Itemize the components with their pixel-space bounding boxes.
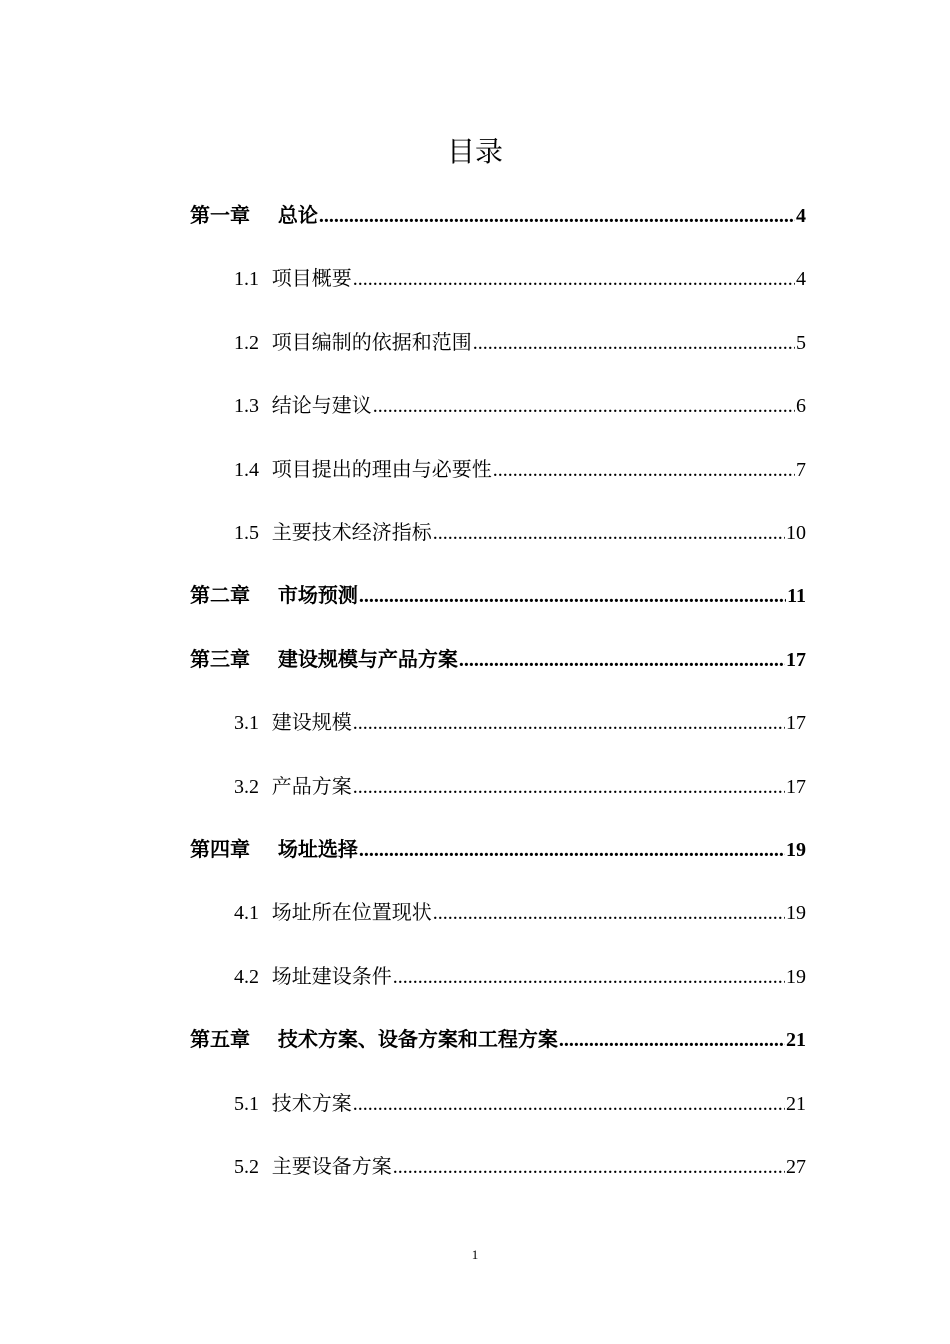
toc-entry-page: 4: [796, 205, 806, 227]
page-title: 目录: [446, 135, 503, 168]
toc-entry[interactable]: [234, 705, 806, 739]
toc-entry-number: 5.1: [234, 1092, 259, 1115]
toc-entry-label: 场址建设条件: [271, 963, 392, 988]
page-number: 1: [471, 1247, 479, 1262]
toc-leader-dots: [559, 1023, 785, 1057]
toc-entry-number: 4.1: [234, 902, 259, 925]
toc-entry-label: 项目编制的依据和范围: [271, 329, 472, 354]
toc-entry[interactable]: [234, 452, 806, 486]
toc-entry-label: 产品方案: [271, 773, 352, 798]
toc-entry[interactable]: [234, 388, 806, 422]
toc-entry-page: 21: [786, 1029, 806, 1052]
toc-leader-dots: [459, 643, 785, 677]
toc-entry-page: 4: [796, 268, 806, 291]
toc-entry-page: 21: [786, 1092, 806, 1115]
toc-entry-number: 1.1: [234, 268, 259, 291]
toc-entry[interactable]: [190, 578, 806, 612]
toc-entry-number: 第一章: [190, 205, 250, 227]
toc-entry[interactable]: [234, 1086, 806, 1120]
toc-entry-page: 27: [786, 1156, 806, 1178]
toc-leader-dots: [493, 453, 795, 487]
toc-leader-dots: [319, 199, 795, 233]
toc-entry-number: 第四章: [190, 839, 250, 861]
toc-entry-number: 1.3: [234, 395, 259, 418]
toc-entry-number: 1.4: [234, 458, 259, 481]
toc-entry-label: 市场预测: [277, 583, 358, 608]
toc-leader-dots: [353, 1087, 785, 1121]
toc-leader-dots: [373, 389, 795, 423]
toc-entry-page: 17: [786, 775, 806, 798]
toc-entry[interactable]: [234, 515, 806, 549]
toc-leader-dots: [353, 770, 785, 804]
toc-leader-dots: [393, 1150, 785, 1184]
toc-entry[interactable]: [234, 769, 806, 803]
toc-entry-page: 6: [796, 395, 806, 418]
toc-leader-dots: [433, 896, 785, 930]
toc-entry-page: 19: [786, 902, 806, 925]
toc-entry-number: 1.5: [234, 522, 259, 544]
toc-entry-page: 7: [796, 458, 806, 481]
toc-entry[interactable]: [234, 261, 806, 295]
toc-entry-number: 第三章: [190, 648, 250, 671]
toc-leader-dots: [359, 579, 786, 613]
toc-entry[interactable]: [234, 1149, 806, 1183]
toc-entry-number: 4.2: [234, 965, 259, 988]
toc-entry-label: 建设规模: [271, 710, 352, 735]
toc-entry-number: 3.1: [234, 712, 259, 735]
toc-entry-number: 3.2: [234, 775, 259, 798]
toc-entry-label: 结论与建议: [271, 393, 372, 418]
toc-entry-page: 17: [786, 648, 806, 671]
toc-leader-dots: [393, 960, 785, 994]
toc-entry-label: 场址选择: [277, 837, 358, 861]
toc-entry-label: 主要设备方案: [271, 1154, 392, 1178]
toc-entry-page: 17: [786, 712, 806, 735]
toc-entry-label: 项目提出的理由与必要性: [271, 456, 492, 481]
toc-entry-page: 11: [787, 585, 806, 608]
toc-entry-page: 10: [786, 522, 806, 544]
toc-entry-label: 技术方案、设备方案和工程方案: [277, 1027, 558, 1052]
toc-entry-page: 5: [796, 331, 806, 354]
toc-entry-number: 5.2: [234, 1156, 259, 1178]
toc-entry-label: 建设规模与产品方案: [277, 646, 458, 671]
toc-entry-label: 场址所在位置现状: [271, 900, 432, 925]
toc-entry[interactable]: [234, 325, 806, 359]
toc-entry-label: 主要技术经济指标: [271, 520, 432, 544]
toc-entry[interactable]: [234, 895, 806, 929]
toc-entry-label: 项目概要: [271, 266, 352, 291]
toc-entry[interactable]: [234, 959, 806, 993]
toc-entry[interactable]: [190, 832, 806, 866]
toc-entry[interactable]: [190, 642, 806, 676]
toc-leader-dots: [353, 262, 795, 296]
toc-leader-dots: [433, 516, 785, 550]
toc-leader-dots: [473, 326, 795, 360]
toc-entry[interactable]: [190, 198, 806, 232]
toc-entry[interactable]: [190, 1022, 806, 1056]
toc-entry-label: 总论: [277, 203, 318, 227]
toc-entry-number: 第五章: [190, 1029, 250, 1052]
toc-entry-page: 19: [786, 965, 806, 988]
toc-entry-page: 19: [786, 839, 806, 861]
toc-entry-number: 第二章: [190, 585, 250, 608]
toc-entry-label: 技术方案: [271, 1090, 352, 1115]
toc-entry-number: 1.2: [234, 331, 259, 354]
toc-leader-dots: [353, 706, 785, 740]
toc-leader-dots: [359, 833, 785, 867]
